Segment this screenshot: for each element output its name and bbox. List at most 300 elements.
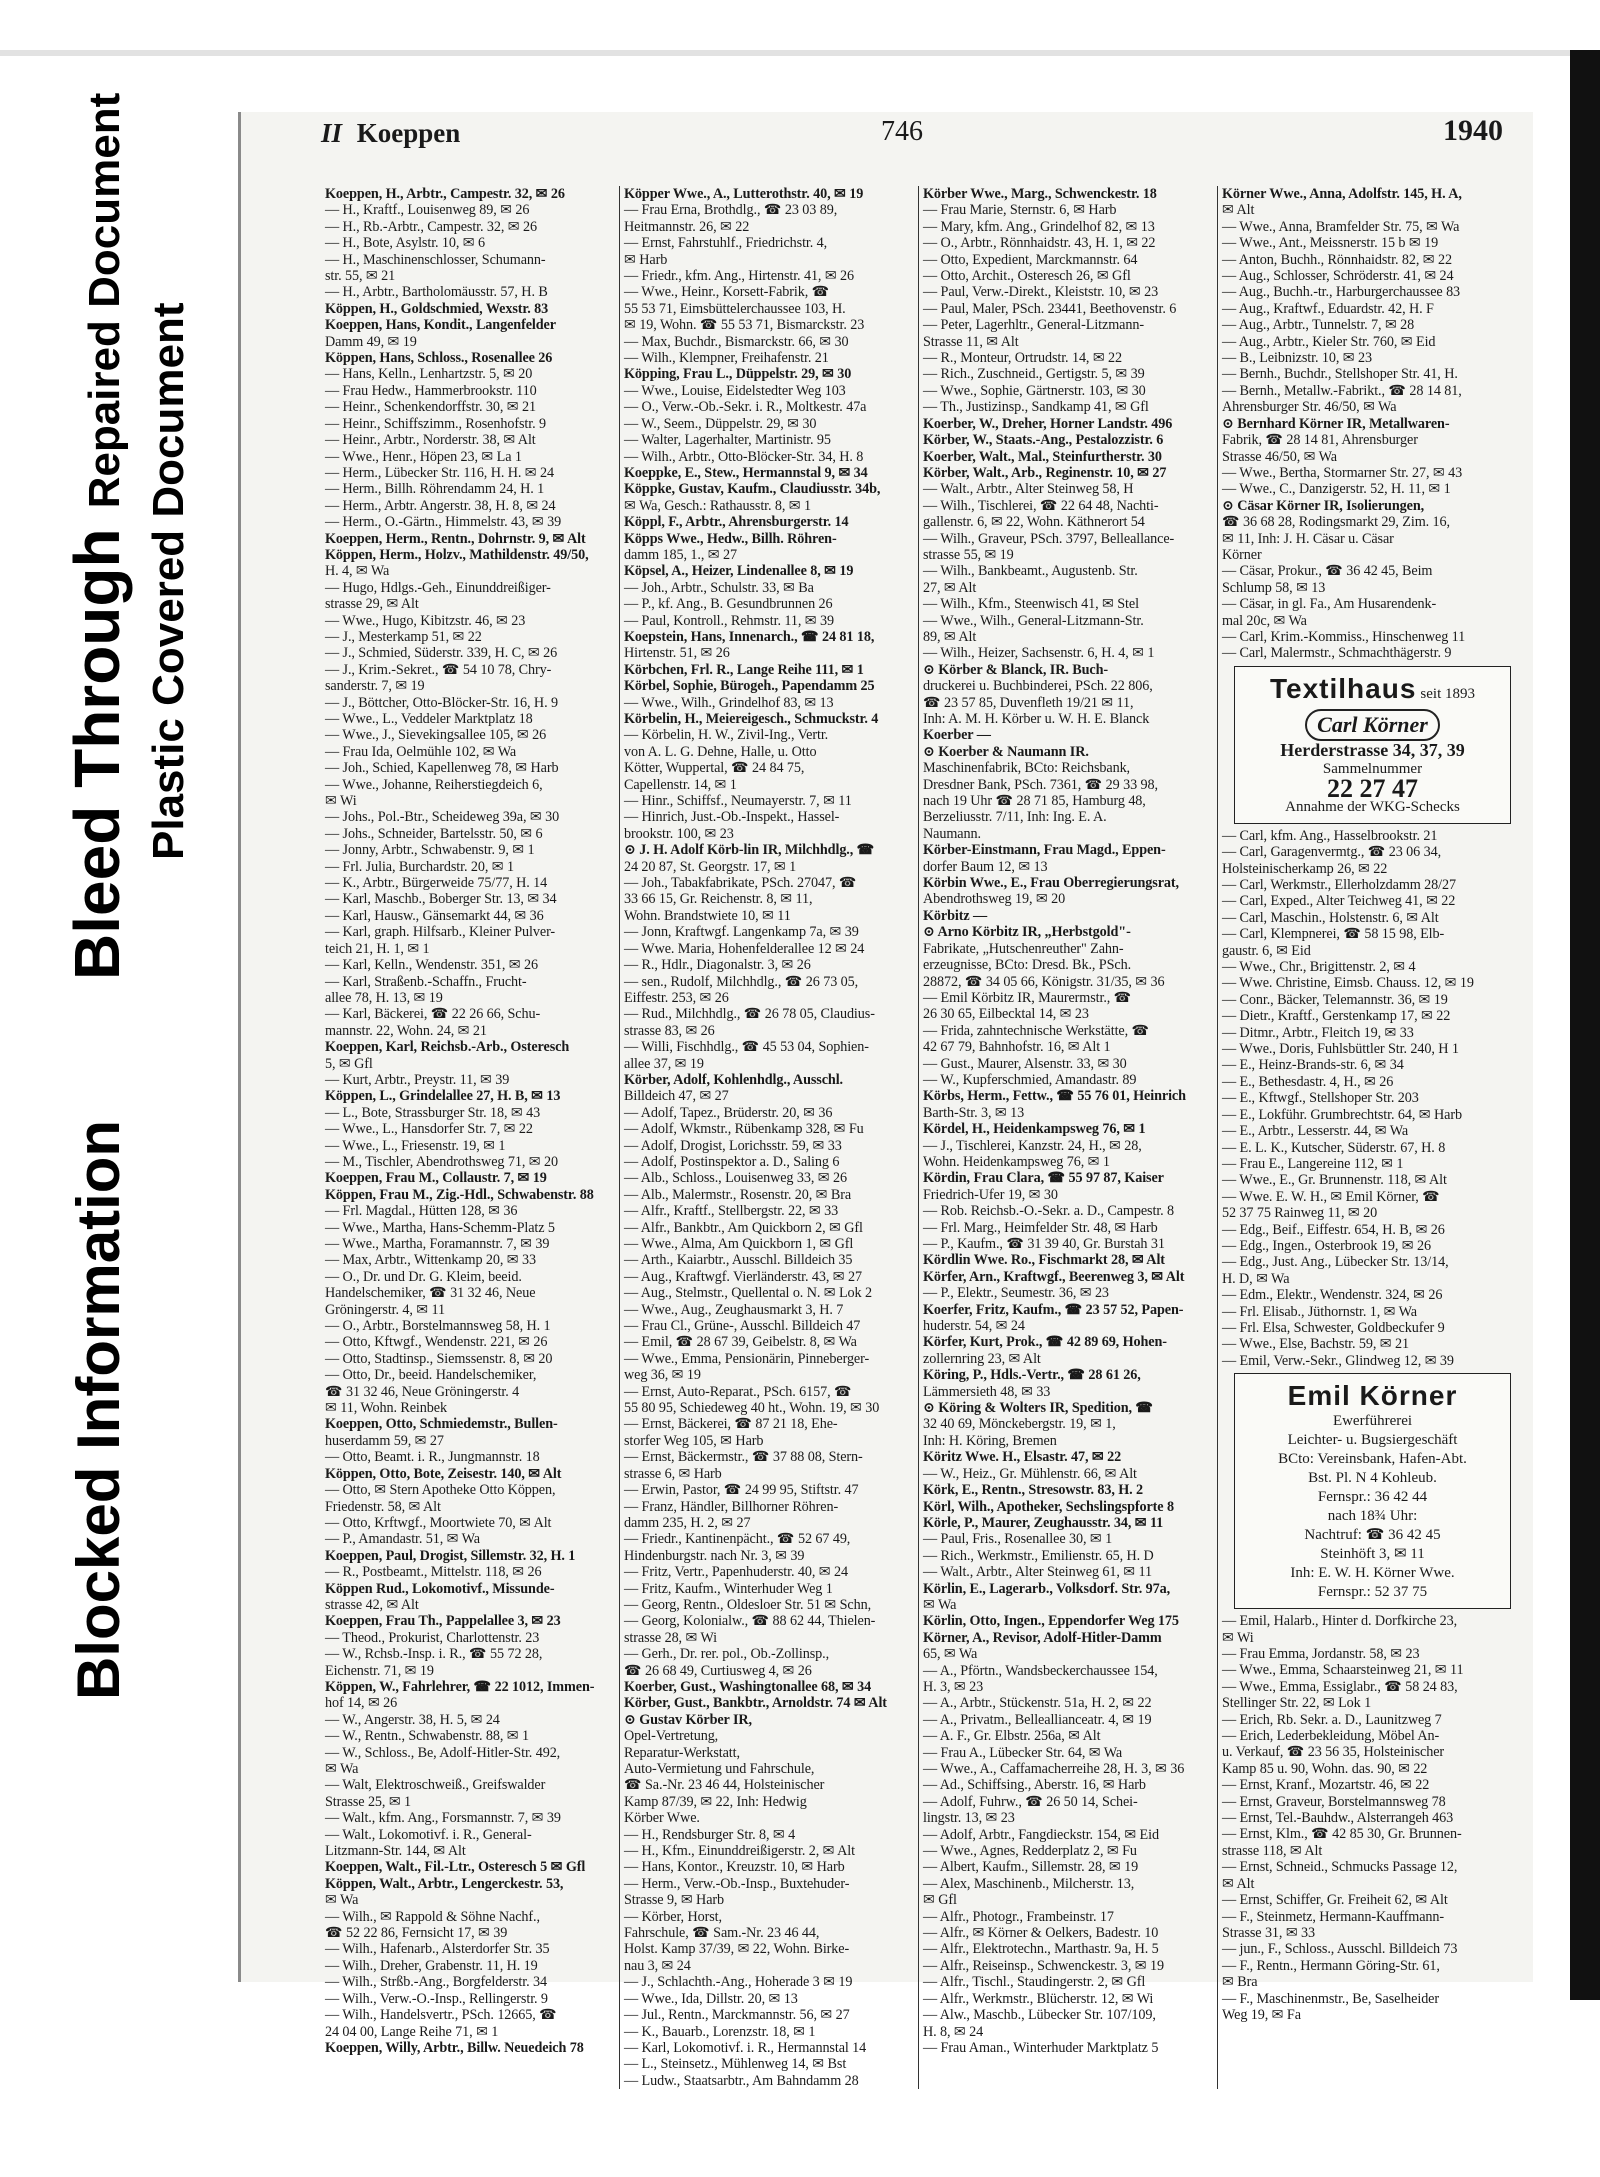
directory-entry: — Jul., Rentn., Marckmannstr. 56, ✉ 27 [624, 2007, 850, 2024]
directory-entry: — Aug., Buchh.-tr., Harburgerchaussee 83 [1222, 284, 1461, 301]
directory-entry: teich 21, H. 1, ✉ 1 [325, 940, 430, 957]
directory-entry: Strasse 9, ✉ Harb [624, 1892, 725, 1909]
directory-entry: — Edg., Beif., Eiffestr. 654, H. B, ✉ 26 [1222, 1221, 1445, 1238]
directory-entry: — Otto, Krftwgf., Moortwiete 70, ✉ Alt [325, 1514, 552, 1531]
directory-entry: — Willi, Fischhdlg., ☎ 45 53 04, Sophien- [624, 1039, 869, 1056]
directory-entry: — R., Postbeamt., Mittelstr. 118, ✉ 26 [325, 1564, 542, 1581]
directory-entry: — Herm., O.-Gärtn., Himmelstr. 43, ✉ 39 [325, 514, 562, 531]
directory-entry: Köppen, Hans, Schloss., Rosenallee 26 [325, 350, 553, 367]
column-1 [321, 186, 620, 2089]
directory-entry: — Paul, Fris., Rosenallee 30, ✉ 1 [923, 1531, 1113, 1548]
directory-entry: — F., Maschinenmstr., Be, Saselheider [1222, 1990, 1440, 2007]
directory-entry: — Erich, Lederbekleidung, Möbel An- [1222, 1728, 1440, 1745]
directory-entry: ✉ Wa [325, 1892, 359, 1909]
directory-entry: ☎ 36 68 28, Rodingsmarkt 29, Zim. 16, [1222, 514, 1450, 531]
directory-entry: strasse 29, ✉ Alt [325, 596, 419, 613]
directory-entry: — Theod., Prokurist, Charlottenstr. 23 [325, 1629, 540, 1646]
directory-entry: Körlin, E., Lagerarb., Volksdorf. Str. 97a, [923, 1580, 1171, 1597]
directory-entry: — M., Tischler, Abendrothsweg 71, ✉ 20 [325, 1153, 558, 1170]
directory-entry: — Paul, Maler, PSch. 23441, Beethovenstr. 6 [923, 300, 1177, 317]
directory-entry: — Hinrich, Just.-Ob.-Inspekt., Hassel- [624, 809, 840, 826]
directory-page [238, 112, 1533, 2089]
directory-entry: ☎ 26 68 49, Curtiusweg 4, ✉ 26 [624, 1662, 812, 1679]
directory-entry: — Wilh., Dreher, Grabenstr. 11, H. 19 [325, 1957, 538, 1974]
directory-entry: H. 8, ✉ 24 [923, 2023, 984, 2040]
directory-entry: 55 80 95, Schiedeweg 40 ht., Wohn. 19, ✉ 30 [624, 1400, 880, 1417]
directory-entry: Koeppen, H., Arbtr., Campestr. 32, ✉ 26 [325, 186, 565, 202]
directory-entry: — Walt., Arbtr., Alter Steinweg 61, ✉ 11 [923, 1564, 1152, 1581]
directory-entry: — H., Rendsburger Str. 8, ✉ 4 [624, 1826, 796, 1843]
directory-entry: — Aug., Arbtr., Kieler Str. 760, ✉ Eid [1222, 333, 1436, 350]
directory-entry: ✉ Alt [1222, 202, 1255, 219]
directory-entry: — Walt., Lokomotivf. i. R., General- [325, 1826, 532, 1843]
ad-emil-line3: BCto: Vereinsbank, Hafen-Abt. [1278, 1451, 1467, 1468]
directory-entry: — Walt, Elektroschweiß., Greifswalder [325, 1777, 546, 1794]
directory-entry: — R., Monteur, Ortrudstr. 14, ✉ 22 [923, 350, 1123, 367]
directory-entry: — Carl, Klempnerei, ☎ 58 15 98, Elb- [1222, 926, 1445, 943]
ad-textil-note: Annahme der WKG-Schecks [1285, 798, 1460, 815]
ad-emil-title: Emil Körner [1287, 1380, 1458, 1412]
directory-entry: Strasse 31, ✉ 33 [1222, 1924, 1316, 1941]
page-number: 746 [881, 116, 923, 147]
directory-entry: huserdamm 59, ✉ 27 [325, 1432, 444, 1449]
ad-emil-line5: Fernspr.: 36 42 44 [1317, 1489, 1428, 1506]
directory-entry: — Conr., Bäcker, Telemannstr. 36, ✉ 19 [1222, 991, 1448, 1008]
directory-entry: 26 30 65, Eilbecktal 14, ✉ 23 [923, 1006, 1089, 1023]
directory-entry: — Wwe. E. W. H., ✉ Emil Körner, ☎ [1222, 1188, 1440, 1205]
directory-entry: Köpper Wwe., A., Lutterothstr. 40, ✉ 19 [624, 186, 864, 202]
directory-entry: Strasse 25, ✉ 1 [325, 1793, 412, 1810]
directory-entry: Köpps Wwe., Hedw., Billh. Röhren- [624, 530, 837, 547]
directory-entry: Körber, Gust., Bankbtr., Arnoldstr. 74 ✉ Alt [624, 1695, 887, 1712]
directory-entry: dorfer Baum 12, ✉ 13 [923, 858, 1048, 875]
directory-entry: — H., Bote, Asylstr. 10, ✉ 6 [325, 235, 486, 252]
directory-entry: — Alfr., Reiseinsp., Schwenckestr. 3, ✉ 19 [923, 1957, 1164, 1974]
directory-entry: zollernring 23, ✉ Alt [923, 1350, 1041, 1367]
directory-entry: — Jonny, Arbtr., Schwabenstr. 9, ✉ 1 [325, 842, 535, 859]
directory-entry: ☎ Sa.-Nr. 23 46 44, Holsteinischer [624, 1777, 825, 1794]
directory-entry: Körl, Wilh., Apotheker, Sechslingspforte 8 [923, 1498, 1174, 1515]
directory-entry: — Karl, Straßenb.-Schaffn., Frucht- [325, 973, 527, 990]
directory-entry: — E., Heinz-Brands-str. 6, ✉ 34 [1222, 1057, 1404, 1074]
directory-entry: — Wwe., Martha, Hans-Schemm-Platz 5 [325, 1219, 555, 1236]
directory-entry: Koeppen, Hans, Kondit., Langenfelder [325, 317, 556, 334]
directory-entry: strasse 55, ✉ 19 [923, 546, 1014, 563]
directory-entry: — Otto, ✉ Stern Apotheke Otto Köppen, [325, 1482, 556, 1499]
directory-entry: — Wwe., Chr., Brigittenstr. 2, ✉ 4 [1222, 959, 1416, 976]
directory-entry: — Wwe., Emma, Essiglabr., ☎ 58 24 83, [1222, 1678, 1458, 1695]
directory-entry: lingstr. 13, ✉ 23 [923, 1810, 1015, 1827]
directory-entry: — Paul, Verw.-Direkt., Kleiststr. 10, ✉ 23 [923, 284, 1159, 301]
directory-entry: ✉ Wa, Gesch.: Rathausstr. 8, ✉ 1 [624, 497, 812, 514]
directory-entry: 65, ✉ Wa [923, 1646, 978, 1663]
directory-entry: — Aug., Kraftwgf. Vierländerstr. 43, ✉ 27 [624, 1268, 862, 1285]
directory-entry: — Franz, Händler, Billhorner Röhren- [624, 1498, 839, 1515]
directory-entry: — Paul, Kontroll., Rehmstr. 11, ✉ 39 [624, 612, 834, 629]
directory-entry: — Wilh., Kfm., Steenwisch 41, ✉ Stel [923, 596, 1139, 613]
directory-entry: — Otto, Stadtinsp., Siemssenstr. 8, ✉ 20 [325, 1350, 553, 1367]
directory-entry: Litzmann-Str. 144, ✉ Alt [325, 1843, 466, 1860]
directory-entry: nau 3, ✉ 24 [624, 1957, 691, 1974]
directory-entry: Capellenstr. 14, ✉ 1 [624, 776, 737, 793]
directory-entry: Koerfer, Fritz, Kaufm., ☎ 23 57 52, Papen- [923, 1301, 1184, 1318]
directory-entry: — Otto, Beamt. i. R., Jungmannstr. 18 [325, 1449, 540, 1466]
directory-entry: Körber-Einstmann, Frau Magd., Eppen- [923, 842, 1166, 859]
directory-entry: — Ernst, Fahrstuhlf., Friedrichstr. 4, [624, 235, 828, 252]
directory-entry: Barth-Str. 3, ✉ 13 [923, 1104, 1025, 1121]
directory-entry: — E., Arbtr., Lesserstr. 44, ✉ Wa [1222, 1123, 1409, 1140]
directory-entry: — F., Steinmetz, Hermann-Kauffmann- [1222, 1908, 1445, 1925]
directory-entry: — Kurt, Arbtr., Preystr. 11, ✉ 39 [325, 1071, 510, 1088]
directory-entry: — Bernh., Buchdr., Stellshoper Str. 41, H. [1222, 366, 1458, 383]
directory-entry: — Wwe., Wilh., General-Litzmann-Str. [923, 612, 1144, 629]
directory-entry: Koeppen, Paul, Drogist, Sillemstr. 32, H. 1 [325, 1547, 576, 1564]
directory-entry: — Ad., Schiffsing., Aberstr. 16, ✉ Harb [923, 1777, 1146, 1794]
directory-entry: gallenstr. 6, ✉ 22, Wohn. Käthnerort 54 [923, 514, 1145, 531]
directory-entry: — J., Schmied, Süderstr. 339, H. C, ✉ 26 [325, 645, 558, 662]
directory-entry: Köppen, W., Fahrlehrer, ☎ 22 1012, Immen- [325, 1678, 595, 1695]
directory-entry: Koeppke, E., Stew., Hermannstal 9, ✉ 34 [624, 464, 868, 481]
directory-entry: 32 40 69, Mönckebergstr. 19, ✉ 1, [923, 1416, 1116, 1433]
directory-entry: — Gust., Maurer, Alsenstr. 33, ✉ 30 [923, 1055, 1127, 1072]
directory-entry: — Wwe., Alma, Am Quickborn 1, ✉ Gfl [624, 1236, 854, 1252]
directory-entry: str. 55, ✉ 21 [325, 268, 396, 285]
directory-entry: — Alfr., ✉ Körner & Oelkers, Badestr. 10 [923, 1925, 1159, 1942]
directory-entry: — Erwin, Pastor, ☎ 24 99 95, Stiftstr. 47 [624, 1482, 859, 1499]
directory-entry: — Alw., Maschb., Lübecker Str. 107/109, [923, 2007, 1156, 2024]
directory-entry: — Carl, Garagenvermtg., ☎ 23 06 34, [1222, 844, 1442, 861]
ad-textil-since: seit 1893 [1420, 685, 1475, 702]
directory-entry: 55 53 71, Eimsbüttelerchaussee 103, H. [624, 300, 846, 317]
directory-entry: ✉ Alt [1222, 1875, 1255, 1892]
directory-entry: Körk, E., Rentn., Stresowstr. 83, H. 2 [923, 1482, 1144, 1499]
directory-entry: — Wilh., Verw.-O.-Insp., Rellingerstr. 9 [325, 1990, 548, 2007]
directory-entry: — Hans, Kelln., Lenhartzstr. 5, ✉ 20 [325, 366, 533, 383]
directory-entry: mal 20c, ✉ Wa [1222, 612, 1307, 629]
directory-entry: Hirtenstr. 51, ✉ 26 [624, 645, 730, 662]
directory-entry: — Adolf, Wkmstr., Rübenkamp 328, ✉ Fu [624, 1121, 864, 1138]
directory-entry: — Bernh., Metallw.-Fabrikt., ☎ 28 14 81, [1222, 382, 1462, 399]
directory-entry: — F., Rentn., Hermann Göring-Str. 61, [1222, 1957, 1440, 1974]
directory-entry: — W., Heiz., Gr. Mühlenstr. 66, ✉ Alt [923, 1465, 1137, 1482]
directory-entry: — Ernst, Kranf., Mozartstr. 46, ✉ 22 [1222, 1777, 1430, 1794]
directory-entry: 24 04 00, Lange Reihe 71, ✉ 1 [325, 2023, 499, 2040]
directory-entry: Berzeliusstr. 7/11, Inh: Ing. E. A. [923, 809, 1107, 826]
directory-entry: Fabrik, ☎ 28 14 81, Ahrensburger [1222, 432, 1418, 449]
directory-entry: 33 66 15, Gr. Reichenstr. 8, ✉ 11, [624, 891, 813, 908]
directory-entry: — Wilh., Bankbeamt., Augustenb. Str. [923, 563, 1138, 580]
directory-entry: — Hugo, Hdlgs.-Geh., Einunddreißiger- [325, 579, 551, 596]
section-numeral: II [321, 118, 343, 148]
directory-entry: Koerber — [923, 727, 991, 744]
directory-entry: 24 20 87, St. Georgstr. 17, ✉ 1 [624, 858, 797, 875]
directory-entry: — Ernst, Bäckermstr., ☎ 37 88 08, Stern- [624, 1449, 863, 1466]
directory-entry: — Frau Aman., Winterhuder Marktplatz 5 [923, 2039, 1159, 2056]
directory-entry: — Wwe. Maria, Hohenfelderallee 12 ✉ 24 [624, 940, 865, 957]
directory-entry: — Adolf, Fuhrw., ☎ 26 50 14, Schei- [923, 1793, 1138, 1810]
directory-entry: — Otto, Kftwgf., Wendenstr. 221, ✉ 26 [325, 1334, 548, 1351]
directory-entry: — Carl, Malermstr., Schmachthägerstr. 9 [1222, 645, 1452, 662]
directory-entry: Kördin, Frau Clara, ☎ 55 97 87, Kaiser [923, 1170, 1164, 1187]
directory-entry: — Wwe., Sophie, Gärtnerstr. 103, ✉ 30 [923, 382, 1146, 399]
directory-entry: — Ernst, Graveur, Borstelmannsweg 78 [1222, 1793, 1446, 1810]
directory-entry: 42 67 79, Bahnhofstr. 16, ✉ Alt 1 [923, 1039, 1111, 1056]
directory-entry: ⊙ Koerber & Naumann IR. [923, 743, 1089, 760]
directory-entry: — Edg., Ingen., Osterbrook 19, ✉ 26 [1222, 1237, 1431, 1254]
directory-entry: Ahrensburger Str. 46/50, ✉ Wa [1222, 399, 1397, 416]
directory-entry: — P., Kaufm., ☎ 31 39 40, Gr. Burstah 31 [923, 1236, 1165, 1252]
directory-entry: — Rob. Reichsb.-O.-Sekr. a. D., Campestr. 8 [923, 1203, 1175, 1220]
directory-entry: Köppen, Otto, Bote, Zeisestr. 140, ✉ Alt [325, 1465, 562, 1482]
directory-entry: huderstr. 54, ✉ 24 [923, 1318, 1025, 1335]
directory-entry: H. 3, ✉ 23 [923, 1678, 984, 1695]
directory-entry: — Albert, Kaufm., Sillemstr. 28, ✉ 19 [923, 1859, 1139, 1876]
directory-entry: — Ernst, Tel.-Bauhdw., Alsterrangeh 463 [1222, 1810, 1454, 1827]
directory-entry: — Max, Buchdr., Bismarckstr. 66, ✉ 30 [624, 333, 849, 350]
directory-entry: Körbin Wwe., E., Frau Oberregierungsrat, [923, 875, 1179, 892]
ad-textil-address: Herderstrasse 34, 37, 39 [1280, 739, 1465, 760]
directory-entry: Handelschemiker, ☎ 31 32 46, Neue [325, 1285, 536, 1302]
directory-entry: Körner Wwe., Anna, Adolfstr. 145, H. A, [1222, 186, 1462, 202]
directory-entry: — Walter, Lagerhalter, Martinistr. 95 [624, 432, 831, 449]
header-name: Koeppen [356, 118, 461, 148]
directory-entry: — A., Pförtn., Wandsbeckerchaussee 154, [923, 1662, 1158, 1679]
ad-emil-line2: Leichter- u. Bugsiergeschäft [1287, 1432, 1458, 1449]
page-header [241, 112, 1533, 156]
directory-entry: — Fritz, Vertr., Papenhuderstr. 40, ✉ 24 [624, 1564, 848, 1581]
directory-entry: — Frau Hedw., Hammerbrookstr. 110 [325, 382, 537, 399]
directory-entry: — B., Leibnizstr. 10, ✉ 23 [1222, 350, 1372, 367]
directory-entry: — P., Amandastr. 51, ✉ Wa [325, 1531, 480, 1548]
directory-entry: — H., Arbtr., Bartholomäusstr. 57, H. B [325, 284, 548, 301]
directory-entry: — Wwe. Christine, Eimsb. Chauss. 12, ✉ 19 [1222, 975, 1474, 992]
directory-entry: — W., Angerstr. 38, H. 5, ✉ 24 [325, 1711, 500, 1728]
scan-top-band [0, 50, 1600, 56]
directory-entry: — Rich., Werkmstr., Emilienstr. 65, H. D [923, 1547, 1154, 1564]
directory-entry: — Joh., Tabakfabrikate, PSch. 27047, ☎ [624, 875, 857, 892]
directory-entry: — Wwe., Else, Bachstr. 59, ✉ 21 [1222, 1336, 1410, 1353]
directory-entry: ⊙ J. H. Adolf Körb-lin IR, Milchhdlg., ☎ [624, 842, 875, 859]
directory-entry: — A., Arbtr., Stückenstr. 51a, H. 2, ✉ 22 [923, 1695, 1152, 1712]
directory-entry: — Wilh., Tischlerei, ☎ 22 64 48, Nachti- [923, 497, 1159, 514]
directory-entry: — Herm., Lübecker Str. 116, H. H. ✉ 24 [325, 464, 555, 481]
directory-entry: Wohn. Brandstwiete 10, ✉ 11 [624, 907, 791, 924]
directory-entry: — Frl. Marg., Heimfelder Str. 48, ✉ Harb [923, 1219, 1158, 1236]
ad-textil-number: 22 27 47 [1327, 773, 1418, 803]
directory-entry: — Wwe., C., Danzigerstr. 52, H. 11, ✉ 1 [1222, 481, 1451, 498]
directory-entry: Köpsel, A., Heizer, Lindenallee 8, ✉ 19 [624, 563, 854, 580]
directory-entry: — Adolf, Drogist, Lorichsstr. 59, ✉ 33 [624, 1137, 842, 1154]
directory-entry: Koerber, Gust., Washingtonallee 68, ✉ 34 [624, 1678, 872, 1695]
directory-entry: Koerber, Walt., Mal., Steinfurtherstr. 30 [923, 448, 1162, 465]
directory-entry: — Heinr., Arbtr., Norderstr. 38, ✉ Alt [325, 432, 536, 449]
directory-entry: Friedrich-Ufer 19, ✉ 30 [923, 1186, 1058, 1203]
directory-entry: — Edm., Elektr., Wendenstr. 324, ✉ 26 [1222, 1287, 1443, 1304]
directory-entry: — Herm., Verw.-Ob.-Insp., Buxtehuder- [624, 1875, 850, 1892]
directory-entry: — W., Schloss., Be, Adolf-Hitler-Str. 492, [325, 1744, 561, 1761]
directory-entry: — Ditmr., Arbtr., Fleitch 19, ✉ 33 [1222, 1024, 1414, 1041]
scan-edge-bar [1570, 50, 1600, 2000]
directory-entry: — J., Mesterkamp 51, ✉ 22 [325, 628, 482, 645]
directory-entry: — Wwe., Agnes, Redderplatz 2, ✉ Fu [923, 1843, 1137, 1860]
directory-entry: allee 78, H. 13, ✉ 19 [325, 989, 443, 1006]
directory-entry: — Karl, Hausw., Gänsemarkt 44, ✉ 36 [325, 907, 544, 924]
directory-entry: ✉ 11, Inh: J. H. Cäsar u. Cäsar [1222, 530, 1394, 547]
directory-entry: Körbs, Herm., Fettw., ☎ 55 76 01, Heinrich [923, 1088, 1186, 1105]
directory-entry: druckerei u. Buchbinderei, PSch. 22 806, [923, 678, 1153, 695]
directory-entry: — Wwe., L., Friesenstr. 19, ✉ 1 [325, 1137, 506, 1154]
directory-entry: ✉ Wa [325, 1761, 359, 1777]
directory-entry: 27, ✉ Alt [923, 579, 977, 596]
directory-entry: — Frl. Elisab., Jüthornstr. 1, ✉ Wa [1222, 1303, 1417, 1320]
directory-entry: Stellinger Str. 22, ✉ Lok 1 [1222, 1695, 1372, 1712]
directory-entry: Lämmersieth 48, ✉ 33 [923, 1383, 1051, 1400]
directory-entry: — Alfr., Elektrotechn., Marthastr. 9a, H. 5 [923, 1941, 1159, 1958]
directory-entry: — Wilh., Graveur, PSch. 3797, Belleallance- [923, 530, 1175, 547]
directory-entry: strasse 42, ✉ Alt [325, 1596, 419, 1613]
directory-entry: Köpping, Frau L., Düppelstr. 29, ✉ 30 [624, 366, 852, 383]
directory-entry: Köppen Rud., Lokomotivf., Missunde- [325, 1580, 555, 1597]
directory-entry: storfer Weg 105, ✉ Harb [624, 1432, 764, 1449]
ad-textil-title: Textilhaus [1270, 672, 1417, 704]
directory-entry: Koeppen, Herm., Rentn., Dohrnstr. 9, ✉ Alt [325, 530, 586, 547]
directory-entry: — J., Schlachth.-Ang., Hoherade 3 ✉ 19 [624, 1974, 853, 1991]
directory-entry: — Wwe., Doris, Fuhlsbüttler Str. 240, H 1 [1222, 1041, 1459, 1058]
directory-entry: — Carl, kfm. Ang., Hasselbrookstr. 21 [1222, 827, 1438, 844]
directory-entry: Maschinenfabrik, BCto: Reichsbank, [923, 760, 1131, 777]
directory-entry: — Wwe., Wilh., Grindelhof 83, ✉ 13 [624, 694, 834, 711]
directory-entry: — W., Kupferschmied, Amandastr. 89 [923, 1071, 1137, 1088]
directory-entry: Körner [1222, 546, 1262, 563]
directory-entry: Inh: H. Köring, Bremen [923, 1432, 1057, 1449]
ad-emil-line6: nach 18¾ Uhr: [1327, 1508, 1418, 1525]
directory-entry: Köppen, Walt., Arbtr., Lengerckestr. 53, [325, 1875, 564, 1892]
directory-entry: — Herm., Arbtr. Angerstr. 38, H. 8, ✉ 24 [325, 497, 556, 514]
directory-entry: — Wwe., Emma, Pensionärin, Pinneberger- [624, 1350, 870, 1367]
directory-entry: — Alb., Schloss., Louisenweg 33, ✉ 26 [624, 1170, 847, 1187]
directory-entry: Koeppen, Willy, Arbtr., Billw. Neuedeich 78 [325, 2039, 584, 2056]
directory-entry: Köppen, Frau M., Zig.-Hdl., Schwabenstr. 88 [325, 1186, 594, 1203]
ad-textil-logo: Carl Körner [1305, 709, 1440, 741]
directory-entry: 5, ✉ Gfl [325, 1055, 373, 1072]
directory-entry: H. D, ✉ Wa [1222, 1270, 1290, 1287]
directory-entry: 28872, ☎ 34 05 66, Königstr. 31/35, ✉ 36 [923, 973, 1165, 990]
directory-entry: — Frau Ida, Oelmühle 102, ✉ Wa [325, 743, 517, 760]
directory-entry: — Frau Erna, Brothdlg., ☎ 23 03 89, [624, 202, 838, 219]
directory-entry: gaustr. 6, ✉ Eid [1222, 942, 1311, 959]
directory-entry: — A., Privatm., Belleallianceatr. 4, ✉ 19 [923, 1711, 1152, 1728]
directory-entry: Abendrothsweg 19, ✉ 20 [923, 891, 1066, 908]
directory-entry: — J., Böttcher, Otto-Blöcker-Str. 16, H. 9 [325, 694, 558, 711]
directory-entry: ⊙ Gustav Körber IR, [624, 1711, 752, 1728]
directory-entry: — E., Lokführ. Grumbrechtstr. 64, ✉ Harb [1222, 1106, 1462, 1123]
directory-entry: — Alfr., Tischl., Staudingerstr. 2, ✉ Gfl [923, 1974, 1146, 1991]
directory-entry: — Frau Marie, Sternstr. 6, ✉ Harb [923, 202, 1117, 219]
directory-entry: — A. F., Gr. Elbstr. 256a, ✉ Alt [923, 1728, 1101, 1745]
directory-entry: Körbel, Sophie, Bürogeh., Papendamm 25 [624, 678, 875, 695]
directory-entry: Koeppen, Otto, Schmiedemstr., Bullen- [325, 1416, 558, 1433]
directory-entry: Heitmannstr. 26, ✉ 22 [624, 218, 750, 235]
directory-entry: — Wwe., E., Gr. Brunnenstr. 118, ✉ Alt [1222, 1172, 1447, 1189]
directory-entry: — P., Elektr., Seumestr. 36, ✉ 23 [923, 1285, 1109, 1302]
header-section [321, 118, 460, 149]
directory-entry: Körbchen, Frl. R., Lange Reihe 111, ✉ 1 [624, 661, 864, 678]
directory-entry: Koepstein, Hans, Innenarch., ☎ 24 81 18, [624, 628, 875, 645]
directory-entry: — Erich, Rb. Sekr. a. D., Launitzweg 7 [1222, 1711, 1442, 1728]
directory-entry: — Otto, Archit., Osteresch 26, ✉ Gfl [923, 268, 1131, 285]
ad-emil-line1: Ewerführerei [1332, 1413, 1413, 1430]
directory-entry: — Cäsar, Prokur., ☎ 36 42 45, Beim [1222, 563, 1433, 580]
directory-entry: nach 19 Uhr ☎ 28 71 85, Hamburg 48, [923, 793, 1146, 810]
directory-entry: — Carl, Werkmstr., Ellerholzdamm 28/27 [1222, 877, 1456, 893]
directory-entry: — Wwe., Heinr., Korsett-Fabrik, ☎ [624, 284, 830, 301]
directory-entry: Strasse 46/50, ✉ Wa [1222, 448, 1337, 465]
directory-entry: — Wwe., Emma, Schaarsteinweg 21, ✉ 11 [1222, 1662, 1464, 1679]
directory-entry: — Aug., Kraftwf., Eduardstr. 42, H. F [1222, 300, 1434, 317]
directory-entry: Köppke, Gustav, Kaufm., Claudiusstr. 34b, [624, 481, 881, 498]
directory-entry: — P., kf. Ang., B. Gesundbrunnen 26 [624, 596, 833, 613]
directory-entry: — Wwe., Aug., Zeughausmarkt 3, H. 7 [624, 1301, 844, 1318]
directory-entry: — Friedr., Kantinenpächt., ☎ 52 67 49, [624, 1531, 851, 1548]
directory-entry: Kötter, Wuppertal, ☎ 24 84 75, [624, 760, 805, 777]
directory-entry: — Alfr., Kraftf., Stellbergstr. 22, ✉ 33 [624, 1203, 839, 1220]
directory-entry: — Edg., Just. Ang., Lübecker Str. 13/14, [1222, 1254, 1449, 1271]
directory-entry: — Rich., Zuschneid., Gertigstr. 5, ✉ 39 [923, 366, 1145, 383]
directory-entry: u. Verkauf, ☎ 23 56 35, Holsteinischer [1222, 1744, 1445, 1761]
directory-entry: — Ernst, Klm., ☎ 42 85 30, Gr. Brunnen- [1222, 1826, 1462, 1843]
directory-entry: — Hinr., Schiffsf., Neumayerstr. 7, ✉ 11 [624, 793, 852, 810]
directory-entry: Wohn. Heidenkampsweg 76, ✉ 1 [923, 1153, 1110, 1170]
directory-entry: — K., Arbtr., Bürgerweide 75/77, H. 14 [325, 875, 548, 892]
column-3 [919, 186, 1218, 2089]
directory-entry: — Wwe., Ant., Meissnerstr. 15 b ✉ 19 [1222, 235, 1439, 252]
directory-entry: ✉ 11, Wohn. Reinbek [325, 1400, 447, 1417]
ad-emil-koerner [1234, 1373, 1511, 1609]
directory-entry: hof 14, ✉ 26 [325, 1695, 398, 1712]
directory-entry: — Wwe., Anna, Bramfelder Str. 75, ✉ Wa [1222, 218, 1460, 235]
directory-entry: — Frau Emma, Jordanstr. 58, ✉ 23 [1222, 1646, 1420, 1662]
directory-entry: — Herm., Billh. Röhrendamm 24, H. 1 [325, 481, 545, 498]
directory-entry: Holsteinischerkamp 26, ✉ 22 [1222, 860, 1388, 877]
directory-entry: — Walt., kfm. Ang., Forsmannstr. 7, ✉ 39 [325, 1810, 561, 1827]
directory-entry: — Wilh., Strßb.-Ang., Borgfelderstr. 34 [325, 1974, 547, 1991]
directory-entry: — Ernst, Schiffer, Gr. Freiheit 62, ✉ Alt [1222, 1892, 1448, 1909]
directory-entry: — Emil, Halarb., Hinter d. Dorfkirche 23, [1222, 1613, 1458, 1630]
directory-entry: weg 36, ✉ 19 [624, 1367, 701, 1384]
directory-entry: — Otto, Dr., beeid. Handelschemiker, [325, 1367, 537, 1384]
directory-entry: — Walt., Arbtr., Alter Steinweg 58, H [923, 481, 1134, 498]
directory-entry: — Wwe., L., Hansdorfer Str. 7, ✉ 22 [325, 1121, 533, 1138]
directory-entry: — Mary, kfm. Ang., Grindelhof 82, ✉ 13 [923, 218, 1155, 235]
directory-entry: brookstr. 100, ✉ 23 [624, 825, 734, 842]
directory-entry: — Frida, zahntechnische Werkstätte, ☎ [923, 1022, 1150, 1039]
directory-entry: — O., Arbtr., Rönnhaidstr. 43, H. 1, ✉ 22 [923, 235, 1156, 252]
directory-entry: — O., Arbtr., Borstelmannsweg 58, H. 1 [325, 1318, 551, 1335]
directory-entry: — Karl, graph. Hilfsarb., Kleiner Pulver- [325, 924, 556, 941]
directory-entry: — Karl, Lokomotivf. i. R., Hermannstal 14 [624, 2039, 867, 2056]
ad-emil-line7: Nachtruf: ☎ 36 42 45 [1304, 1527, 1441, 1544]
directory-entry: — Wilh., Hafenarb., Alsterdorfer Str. 35 [325, 1941, 550, 1958]
directory-entry: — Frl. Elsa, Schwester, Goldbeckufer 9 [1222, 1319, 1445, 1336]
directory-entry: Kördlin Wwe. Ro., Fischmarkt 28, ✉ Alt [923, 1252, 1165, 1269]
directory-entry: — Fritz, Kaufm., Winterhuder Weg 1 [624, 1580, 833, 1597]
directory-entry: Eiffestr. 253, ✉ 26 [624, 989, 729, 1006]
directory-entry: — Emil, ☎ 28 67 39, Geibelstr. 8, ✉ Wa [624, 1334, 857, 1351]
directory-entry: — Karl, Maschb., Boberger Str. 13, ✉ 34 [325, 891, 557, 908]
directory-entry: — Karl, Bäckerei, ☎ 22 26 66, Schu- [325, 1006, 541, 1023]
directory-entry: — Wwe., J., Sievekingsallee 105, ✉ 26 [325, 727, 547, 744]
directory-entry: Opel-Vertretung, [624, 1728, 719, 1745]
